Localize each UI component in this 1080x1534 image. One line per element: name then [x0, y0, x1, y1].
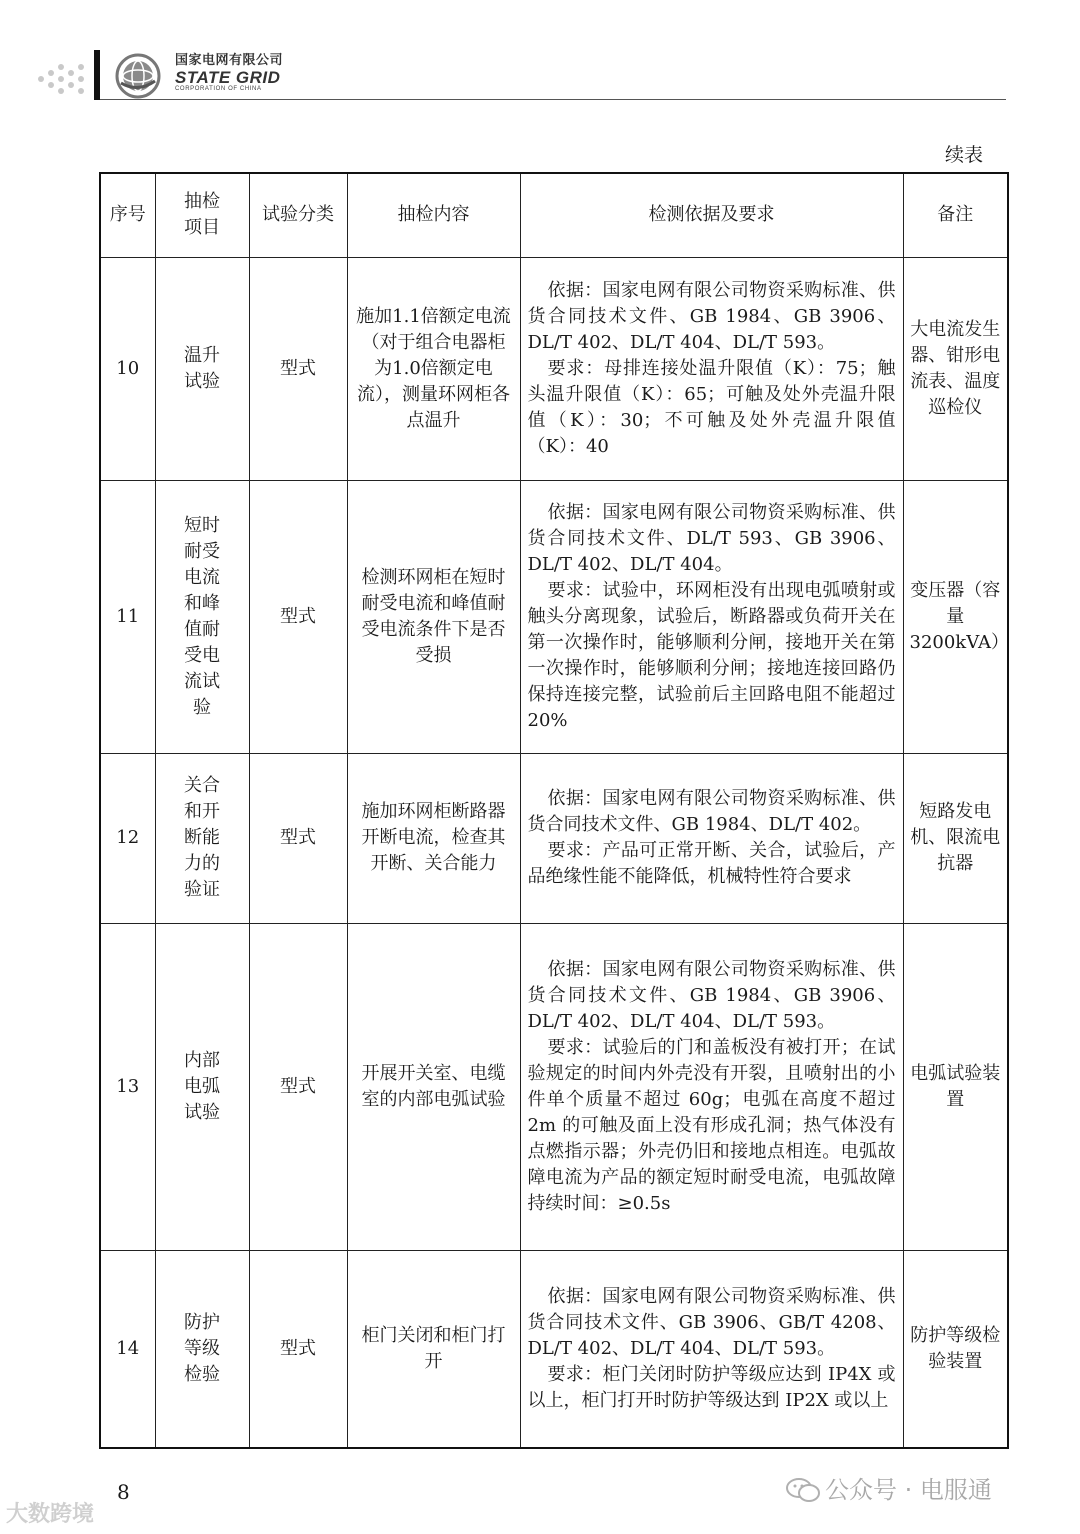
header-remark: 备注: [903, 173, 1008, 257]
row-no: 13: [100, 923, 155, 1250]
company-name-en: STATE GRID: [175, 68, 281, 87]
basis-text: 依据：国家电网有限公司物资采购标准、供货合同技术文件、GB 1984、GB 3906、DL/T 402、DL/T 404、DL/T 593。: [527, 958, 896, 1032]
requirement-text: 要求：试验中，环网柜没有出现电弧喷射或触头分离现象，试验后，断路器或负荷开关在第一次操作时，能够顺利分闸，接地开关在第一次操作时，能够顺利分闸；接地连接回路仍保持连接完整，试验前后主回路电阻不能超过20%: [527, 579, 896, 731]
row-content: 检测环网柜在短时耐受电流和峰值耐受电流条件下是否受损: [347, 480, 520, 753]
row-no: 10: [100, 257, 155, 480]
row-item: 温升试验: [155, 257, 249, 480]
row-no: 14: [100, 1250, 155, 1448]
table-row: [100, 480, 1008, 753]
row-item: 内部电弧试验: [155, 923, 249, 1250]
table-row: [100, 1250, 1008, 1448]
company-name-sub: CORPORATION OF CHINA: [175, 86, 262, 92]
requirement-text: 要求：柜门关闭时防护等级应达到 IP4X 或以上，柜门打开时防护等级达到 IP2X 或以上: [527, 1363, 896, 1411]
row-basis: [520, 923, 903, 1250]
row-basis: [520, 480, 903, 753]
requirement-text: 要求：产品可正常开断、关合，试验后，产品绝缘性能不能降低，机械特性符合要求: [527, 840, 896, 887]
row-remark: 电弧试验装置: [903, 923, 1008, 1250]
basis-text: 依据：国家电网有限公司物资采购标准、供货合同技术文件、GB 1984、DL/T 402。: [527, 788, 896, 835]
row-category: 型式: [249, 480, 347, 753]
row-basis: [520, 753, 903, 923]
brand-block: [175, 54, 283, 92]
header-category: 试验分类: [249, 173, 347, 257]
row-basis: [520, 257, 903, 480]
row-content: 施加环网柜断路器开断电流，检查其开断、关合能力: [347, 753, 520, 923]
row-content: 柜门关闭和柜门打开: [347, 1250, 520, 1448]
wechat-watermark-text: 公众号 · 电服通: [825, 1476, 992, 1504]
row-remark: 短路发电机、限流电抗器: [903, 753, 1008, 923]
header-bar: [94, 50, 100, 100]
row-item: 短时耐受电流和峰值耐受电流试验: [155, 480, 249, 753]
state-grid-logo-icon: [113, 53, 163, 99]
row-remark: 防护等级检验装置: [903, 1250, 1008, 1448]
row-no: 11: [100, 480, 155, 753]
header-rule: [100, 99, 1006, 100]
basis-text: 依据：国家电网有限公司物资采购标准、供货合同技术文件、GB 1984、GB 3906、DL/T 402、DL/T 404、DL/T 593。: [527, 279, 896, 353]
row-category: 型式: [249, 257, 347, 480]
row-basis: [520, 1250, 903, 1448]
page-number: 8: [117, 1480, 130, 1504]
row-remark: 变压器（容量3200kVA）: [903, 480, 1008, 753]
company-name-cn: 国家电网有限公司: [175, 53, 284, 68]
wechat-watermark: [785, 1470, 992, 1505]
header-content: 抽检内容: [347, 173, 520, 257]
table-row: [100, 257, 1008, 480]
table-row: [100, 923, 1008, 1250]
row-remark: 大电流发生器、钳形电流表、温度巡检仪: [903, 257, 1008, 480]
basis-text: 依据：国家电网有限公司物资采购标准、供货合同技术文件、DL/T 593、GB 3906、DL/T 402、DL/T 404。: [527, 501, 896, 575]
row-content: 开展开关室、电缆室的内部电弧试验: [347, 923, 520, 1250]
corner-watermark: 大数跨境: [6, 1502, 95, 1527]
row-item: 防护等级检验: [155, 1250, 249, 1448]
row-no: 12: [100, 753, 155, 923]
row-category: 型式: [249, 923, 347, 1250]
inspection-table: [99, 172, 1009, 1449]
continuation-label: 续表: [944, 144, 983, 166]
basis-text: 依据：国家电网有限公司物资采购标准、供货合同技术文件、GB 3906、GB/T 4208、DL/T 402、DL/T 404、DL/T 593。: [527, 1285, 896, 1359]
table-row: [100, 753, 1008, 923]
row-category: 型式: [249, 753, 347, 923]
requirement-text: 要求：试验后的门和盖板没有被打开；在试验规定的时间内外壳没有开裂，且喷射出的小件单个质量不超过 60g；电弧在高度不超过 2m 的可触及面上没有形成孔洞；热气体没有点燃指示器；外壳仍旧和接地点相连。电弧故障电流为产品的额定短时耐受电流，电弧故障持续时间：≥0.5s: [527, 1036, 896, 1214]
table-header-row: [100, 173, 1008, 257]
header-no: 序号: [100, 173, 155, 257]
requirement-text: 要求：母排连接处温升限值（K）：75；触头温升限值（K）：65；可触及处外壳温升限值（K）：30；不可触及处外壳温升限值（K）：40: [527, 357, 896, 457]
row-category: 型式: [249, 1250, 347, 1448]
row-content: 施加1.1倍额定电流（对于组合电器柜为1.0倍额定电流），测量环网柜各点温升: [347, 257, 520, 480]
header-basis: 检测依据及要求: [520, 173, 903, 257]
wechat-icon: [785, 1477, 821, 1503]
row-item: 关合和开断能力的验证: [155, 753, 249, 923]
header-item: 抽检项目: [155, 173, 249, 257]
